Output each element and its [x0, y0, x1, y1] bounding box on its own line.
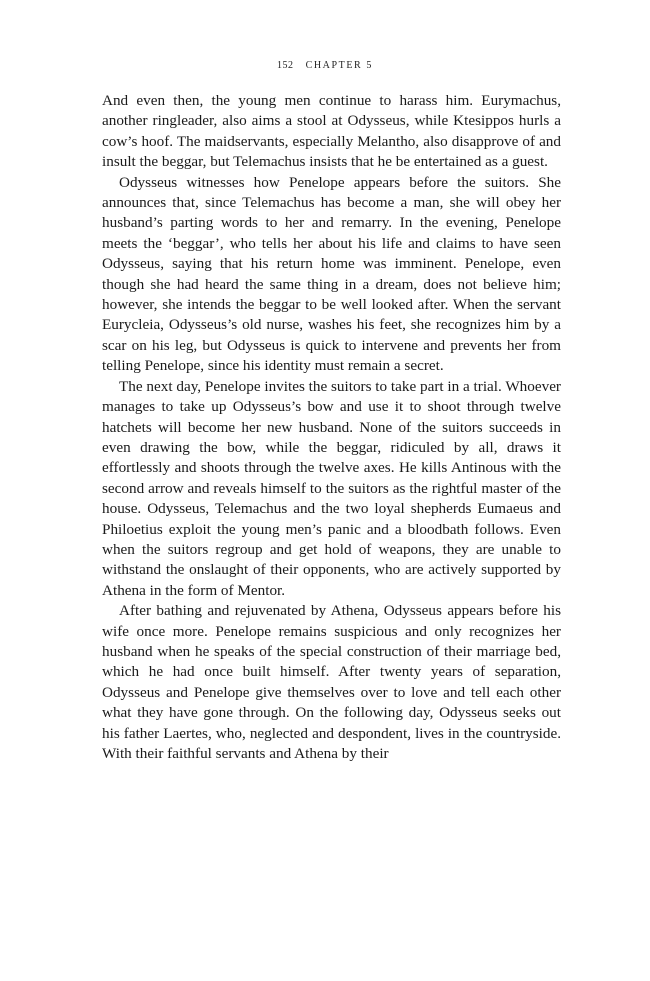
paragraph-3: The next day, Penelope invites the suitors to take part in a trial. Whoever manages to take up Odysseus’s bow and use it to shoot through twelve hatchets will become her new husband. None of the suitors succeeds in even drawing the bow, while the beggar, ridiculed by all, draws it effortlessly and shoots through the twelve axes. He kills Antinous with the second arrow and reveals himself to the suitors as the rightful master of the house. Odysseus, Telemachus and the two loyal shepherds Eumaeus and Philoetius exploit the young men’s panic and a bloodbath follows. Even when the suitors regroup and get hold of weapons, they are unable to withstand the onslaught of their opponents, who are actively supported by Athena in the form of Mentor.: [102, 377, 561, 599]
paragraph-4: After bathing and rejuvenated by Athena, Odysseus appears before his wife once more. Penelope remains suspicious and only recognizes her husband when he speaks of the special construction of their marriage bed, which he had once built himself. After twenty years of separation, Odysseus and Penelope give themselves over to love and tell each other what they have gone through. On the following day, Odysseus seeks out his father Laertes, who, neglected and despondent, lives in the countryside. With their faithful servants and Athena by their: [102, 602, 561, 762]
paragraph-2: Odysseus witnesses how Penelope appears before the suitors. She announces that, since Telemachus has become a man, she will obey her husband’s parting words to her and remarry. In the evening, Penelope meets the ‘beggar’, who tells her about his life and claims to have seen Odysseus, saying that his return home was imminent. Penelope, even though she had heard the same thing in a dream, does not believe him; however, she intends the beggar to be well looked after. When the servant Eurycleia, Odysseus’s old nurse, washes his feet, she recognizes him by a scar on his leg, but Odysseus is quick to intervene and prevents her from telling Penelope, since his identity must remain a secret.: [102, 173, 561, 375]
body-text: [102, 91, 561, 764]
running-head: [0, 60, 650, 71]
page-number: 152: [276, 60, 294, 71]
chapter-label: CHAPTER 5: [305, 60, 374, 71]
paragraph-1: And even then, the young men continue to harass him. Eurymachus, another ringleader, also aims a stool at Odysseus, while Ktesippos hurls a cow’s hoof. The maidservants, especially Melantho, also disapprove of and insult the beggar, but Telemachus insists that he be entertained as a guest.: [102, 92, 561, 171]
